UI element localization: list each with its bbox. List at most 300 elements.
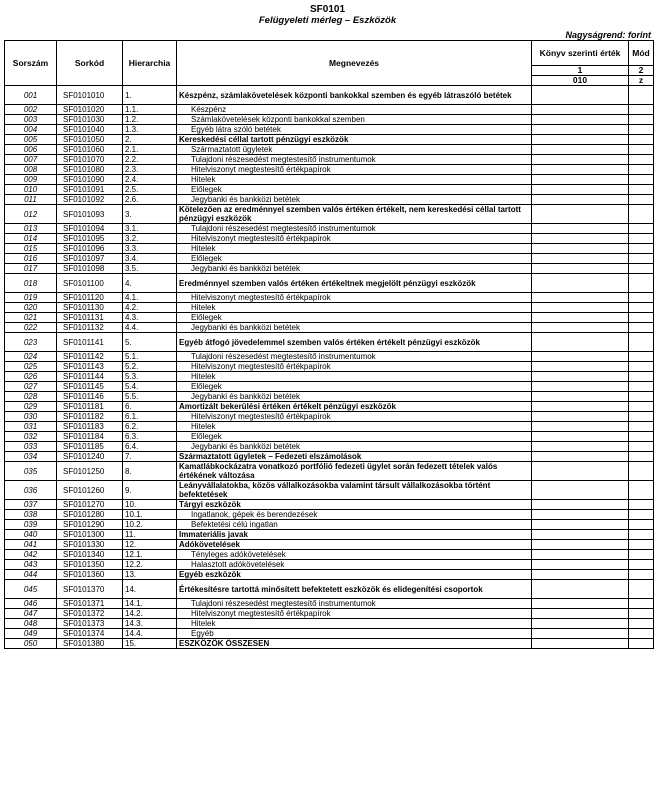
row-mode-cell[interactable]: [629, 392, 654, 402]
row-mode-cell[interactable]: [629, 481, 654, 500]
table-row: [5, 372, 654, 382]
row-megnevezes: Hitelviszonyt megtestesítő értékpapírok: [177, 165, 532, 175]
row-sorkod: SF0101010: [57, 86, 123, 105]
row-mode-cell[interactable]: [629, 105, 654, 115]
row-mode-cell[interactable]: [629, 510, 654, 520]
row-sorkod: SF0101143: [57, 362, 123, 372]
table-row: [5, 274, 654, 293]
row-value-cell[interactable]: [532, 195, 629, 205]
table-row: [5, 105, 654, 115]
col-header-hierarchia: Hierarchia: [123, 41, 177, 86]
row-megnevezes: Hitelek: [177, 619, 532, 629]
row-sorszam: 008: [5, 165, 57, 175]
row-sorkod: SF0101182: [57, 412, 123, 422]
col-code-mod: z: [629, 76, 654, 86]
row-sorszam: 003: [5, 115, 57, 125]
row-value-cell[interactable]: [532, 372, 629, 382]
row-value-cell[interactable]: [532, 125, 629, 135]
row-hierarchia: 3.3.: [123, 244, 177, 254]
row-hierarchia: 6.3.: [123, 432, 177, 442]
row-mode-cell[interactable]: [629, 402, 654, 412]
table-row: [5, 264, 654, 274]
row-mode-cell[interactable]: [629, 452, 654, 462]
row-sorkod: SF0101020: [57, 105, 123, 115]
row-sorszam: 046: [5, 599, 57, 609]
table-row: [5, 560, 654, 570]
row-value-cell[interactable]: [532, 185, 629, 195]
row-mode-cell[interactable]: [629, 520, 654, 530]
row-mode-cell[interactable]: [629, 224, 654, 234]
table-row: [5, 313, 654, 323]
row-value-cell[interactable]: [532, 402, 629, 412]
table-row: [5, 234, 654, 244]
row-value-cell[interactable]: [532, 639, 629, 649]
row-sorszam: 019: [5, 293, 57, 303]
row-hierarchia: 2.2.: [123, 155, 177, 165]
table-row: [5, 462, 654, 481]
row-mode-cell[interactable]: [629, 412, 654, 422]
row-value-cell[interactable]: [532, 629, 629, 639]
row-hierarchia: 4.1.: [123, 293, 177, 303]
row-mode-cell[interactable]: [629, 629, 654, 639]
row-sorszam: 026: [5, 372, 57, 382]
row-value-cell[interactable]: [532, 264, 629, 274]
row-sorszam: 009: [5, 175, 57, 185]
table-row: [5, 86, 654, 105]
row-sorszam: 029: [5, 402, 57, 412]
row-sorkod: SF0101131: [57, 313, 123, 323]
row-hierarchia: 14.4.: [123, 629, 177, 639]
row-mode-cell[interactable]: [629, 135, 654, 145]
row-value-cell[interactable]: [532, 510, 629, 520]
row-megnevezes: Jegybanki és bankközi betétek: [177, 392, 532, 402]
col-header-sorkod: Sorkód: [57, 41, 123, 86]
row-sorszam: 042: [5, 550, 57, 560]
row-value-cell[interactable]: [532, 244, 629, 254]
row-sorszam: 020: [5, 303, 57, 313]
row-megnevezes: Kereskedési céllal tartott pénzügyi eszközök: [177, 135, 532, 145]
row-mode-cell[interactable]: [629, 639, 654, 649]
row-hierarchia: 3.2.: [123, 234, 177, 244]
table-row: [5, 442, 654, 452]
row-sorkod: SF0101183: [57, 422, 123, 432]
row-sorszam: 030: [5, 412, 57, 422]
col-code-konyv: 010: [532, 76, 629, 86]
row-mode-cell[interactable]: [629, 303, 654, 313]
row-sorkod: SF0101093: [57, 205, 123, 224]
row-sorkod: SF0101370: [57, 580, 123, 599]
row-hierarchia: 6.2.: [123, 422, 177, 432]
table-row: [5, 540, 654, 550]
row-hierarchia: 6.: [123, 402, 177, 412]
row-sorszam: 018: [5, 274, 57, 293]
row-mode-cell[interactable]: [629, 165, 654, 175]
row-mode-cell[interactable]: [629, 175, 654, 185]
row-sorszam: 035: [5, 462, 57, 481]
row-megnevezes: Egyéb: [177, 629, 532, 639]
row-value-cell[interactable]: [532, 609, 629, 619]
row-sorkod: SF0101144: [57, 372, 123, 382]
row-mode-cell[interactable]: [629, 264, 654, 274]
row-megnevezes: Halasztott adókövetelések: [177, 560, 532, 570]
row-value-cell[interactable]: [532, 570, 629, 580]
row-sorkod: SF0101092: [57, 195, 123, 205]
row-sorszam: 023: [5, 333, 57, 352]
row-hierarchia: 5.5.: [123, 392, 177, 402]
row-megnevezes: Tulajdoni részesedést megtestesítő instrumentumok: [177, 599, 532, 609]
row-megnevezes: Egyéb eszközök: [177, 570, 532, 580]
row-value-cell[interactable]: [532, 175, 629, 185]
row-value-cell[interactable]: [532, 313, 629, 323]
row-hierarchia: 12.2.: [123, 560, 177, 570]
row-hierarchia: 2.6.: [123, 195, 177, 205]
row-hierarchia: 7.: [123, 452, 177, 462]
row-value-cell[interactable]: [532, 432, 629, 442]
row-megnevezes: Előlegek: [177, 254, 532, 264]
row-sorkod: SF0101146: [57, 392, 123, 402]
row-sorkod: SF0101095: [57, 234, 123, 244]
row-mode-cell[interactable]: [629, 313, 654, 323]
table-row: [5, 224, 654, 234]
row-megnevezes: Előlegek: [177, 432, 532, 442]
row-sorszam: 017: [5, 264, 57, 274]
table-row: [5, 352, 654, 362]
row-mode-cell[interactable]: [629, 115, 654, 125]
row-mode-cell[interactable]: [629, 382, 654, 392]
row-mode-cell[interactable]: [629, 155, 654, 165]
row-sorszam: 050: [5, 639, 57, 649]
row-mode-cell[interactable]: [629, 86, 654, 105]
row-value-cell[interactable]: [532, 520, 629, 530]
row-value-cell[interactable]: [532, 86, 629, 105]
col-header-sorszam: Sorszám: [5, 41, 57, 86]
row-mode-cell[interactable]: [629, 333, 654, 352]
row-megnevezes: Kötelezően az eredménnyel szemben valós értéken értékelt, nem kereskedési céllal tartott pénzügyi eszközök: [177, 205, 532, 224]
row-hierarchia: 14.3.: [123, 619, 177, 629]
row-value-cell[interactable]: [532, 382, 629, 392]
row-mode-cell[interactable]: [629, 195, 654, 205]
table-row: [5, 402, 654, 412]
row-sorkod: SF0101070: [57, 155, 123, 165]
col-header-mod: Mód: [629, 41, 654, 66]
row-value-cell[interactable]: [532, 599, 629, 609]
row-mode-cell[interactable]: [629, 550, 654, 560]
row-megnevezes: Származtatott ügyletek: [177, 145, 532, 155]
row-hierarchia: 5.1.: [123, 352, 177, 362]
row-value-cell[interactable]: [532, 560, 629, 570]
row-megnevezes: Számlakövetelések központi bankokkal szemben: [177, 115, 532, 125]
row-sorkod: SF0101360: [57, 570, 123, 580]
table-row: [5, 244, 654, 254]
row-megnevezes: Hitelviszonyt megtestesítő értékpapírok: [177, 234, 532, 244]
row-sorszam: 049: [5, 629, 57, 639]
row-megnevezes: Leányvállalatokba, közös vállalkozásokba valamint társult vállalkozásokba történt befektetések: [177, 481, 532, 500]
row-hierarchia: 3.: [123, 205, 177, 224]
row-hierarchia: 9.: [123, 481, 177, 500]
row-megnevezes: Jegybanki és bankközi betétek: [177, 442, 532, 452]
row-mode-cell[interactable]: [629, 462, 654, 481]
col-header-megnevezes: Megnevezés: [177, 41, 532, 86]
row-hierarchia: 10.2.: [123, 520, 177, 530]
row-mode-cell[interactable]: [629, 560, 654, 570]
table-row: [5, 580, 654, 599]
table-row: [5, 510, 654, 520]
row-megnevezes: Egyéb átfogó jövedelemmel szemben valós értéken értékelt pénzügyi eszközök: [177, 333, 532, 352]
row-value-cell[interactable]: [532, 481, 629, 500]
row-mode-cell[interactable]: [629, 362, 654, 372]
row-sorkod: SF0101373: [57, 619, 123, 629]
row-sorszam: 033: [5, 442, 57, 452]
table-row: [5, 570, 654, 580]
row-mode-cell[interactable]: [629, 599, 654, 609]
row-hierarchia: 12.: [123, 540, 177, 550]
row-megnevezes: Hitelviszonyt megtestesítő értékpapírok: [177, 293, 532, 303]
col-header-konyv: Könyv szerinti érték: [532, 41, 629, 66]
row-mode-cell[interactable]: [629, 422, 654, 432]
row-sorkod: SF0101130: [57, 303, 123, 313]
row-value-cell[interactable]: [532, 452, 629, 462]
row-sorkod: SF0101185: [57, 442, 123, 452]
row-mode-cell[interactable]: [629, 442, 654, 452]
row-sorszam: 024: [5, 352, 57, 362]
row-hierarchia: 1.3.: [123, 125, 177, 135]
row-sorszam: 032: [5, 432, 57, 442]
row-value-cell[interactable]: [532, 303, 629, 313]
row-value-cell[interactable]: [532, 362, 629, 372]
row-mode-cell[interactable]: [629, 619, 654, 629]
row-mode-cell[interactable]: [629, 372, 654, 382]
row-mode-cell[interactable]: [629, 570, 654, 580]
row-value-cell[interactable]: [532, 352, 629, 362]
row-hierarchia: 5.3.: [123, 372, 177, 382]
row-megnevezes: Hitelviszonyt megtestesítő értékpapírok: [177, 362, 532, 372]
row-sorszam: 012: [5, 205, 57, 224]
row-value-cell[interactable]: [532, 550, 629, 560]
row-hierarchia: 3.1.: [123, 224, 177, 234]
table-row: [5, 115, 654, 125]
unit-label: Nagyságrend: forint: [565, 30, 651, 40]
row-value-cell[interactable]: [532, 442, 629, 452]
row-hierarchia: 3.4.: [123, 254, 177, 264]
row-sorkod: SF0101090: [57, 175, 123, 185]
row-value-cell[interactable]: [532, 392, 629, 402]
row-sorszam: 041: [5, 540, 57, 550]
balance-sheet-table: [4, 40, 654, 649]
row-sorkod: SF0101374: [57, 629, 123, 639]
row-sorkod: SF0101098: [57, 264, 123, 274]
row-sorkod: SF0101340: [57, 550, 123, 560]
col-number-konyv: 1: [532, 66, 629, 76]
row-hierarchia: 14.: [123, 580, 177, 599]
row-megnevezes: Ingatlanok, gépek és berendezések: [177, 510, 532, 520]
row-sorkod: SF0101091: [57, 185, 123, 195]
row-megnevezes: Befektetési célú ingatlan: [177, 520, 532, 530]
row-mode-cell[interactable]: [629, 125, 654, 135]
row-mode-cell[interactable]: [629, 244, 654, 254]
table-row: [5, 609, 654, 619]
row-value-cell[interactable]: [532, 205, 629, 224]
row-value-cell[interactable]: [532, 412, 629, 422]
row-mode-cell[interactable]: [629, 352, 654, 362]
row-megnevezes: Amortizált bekerülési értéken értékelt pénzügyi eszközök: [177, 402, 532, 412]
row-sorszam: 015: [5, 244, 57, 254]
table-row: [5, 392, 654, 402]
row-megnevezes: Tényleges adókövetelések: [177, 550, 532, 560]
row-sorszam: 045: [5, 580, 57, 599]
row-megnevezes: Kamatlábkockázatra vonatkozó portfólió fedezeti ügylet során fedezett tételek valós értékének változása: [177, 462, 532, 481]
row-hierarchia: 2.4.: [123, 175, 177, 185]
row-sorszam: 014: [5, 234, 57, 244]
table-row: [5, 135, 654, 145]
row-sorkod: SF0101040: [57, 125, 123, 135]
row-mode-cell[interactable]: [629, 323, 654, 333]
row-sorkod: SF0101080: [57, 165, 123, 175]
row-value-cell[interactable]: [532, 234, 629, 244]
row-hierarchia: 4.4.: [123, 323, 177, 333]
row-sorkod: SF0101330: [57, 540, 123, 550]
table-row: [5, 195, 654, 205]
row-hierarchia: 1.: [123, 86, 177, 105]
row-mode-cell[interactable]: [629, 609, 654, 619]
row-sorkod: SF0101060: [57, 145, 123, 155]
form-subtitle: Felügyeleti mérleg – Eszközök: [258, 15, 397, 26]
row-value-cell[interactable]: [532, 165, 629, 175]
row-megnevezes: Tulajdoni részesedést megtestesítő instrumentumok: [177, 155, 532, 165]
table-row: [5, 254, 654, 264]
row-sorszam: 037: [5, 500, 57, 510]
table-row: [5, 432, 654, 442]
row-sorkod: SF0101181: [57, 402, 123, 412]
row-value-cell[interactable]: [532, 422, 629, 432]
row-sorkod: SF0101094: [57, 224, 123, 234]
row-value-cell[interactable]: [532, 619, 629, 629]
row-sorkod: SF0101184: [57, 432, 123, 442]
row-value-cell[interactable]: [532, 580, 629, 599]
row-value-cell[interactable]: [532, 254, 629, 264]
table-row: [5, 175, 654, 185]
row-mode-cell[interactable]: [629, 254, 654, 264]
row-mode-cell[interactable]: [629, 432, 654, 442]
row-value-cell[interactable]: [532, 462, 629, 481]
row-mode-cell[interactable]: [629, 185, 654, 195]
row-sorkod: SF0101097: [57, 254, 123, 264]
table-row: [5, 412, 654, 422]
row-megnevezes: Immateriális javak: [177, 530, 532, 540]
table-row: [5, 619, 654, 629]
row-sorszam: 027: [5, 382, 57, 392]
row-sorszam: 044: [5, 570, 57, 580]
row-sorszam: 013: [5, 224, 57, 234]
row-mode-cell[interactable]: [629, 274, 654, 293]
table-row: [5, 125, 654, 135]
row-value-cell[interactable]: [532, 540, 629, 550]
row-hierarchia: 13.: [123, 570, 177, 580]
row-value-cell[interactable]: [532, 105, 629, 115]
row-hierarchia: 15.: [123, 639, 177, 649]
row-megnevezes: Értékesítésre tartottá minősített befektetett eszközök és elidegenítési csoportok: [177, 580, 532, 599]
row-sorkod: SF0101240: [57, 452, 123, 462]
table-row: [5, 500, 654, 510]
row-value-cell[interactable]: [532, 224, 629, 234]
row-megnevezes: Hitelek: [177, 303, 532, 313]
row-mode-cell[interactable]: [629, 145, 654, 155]
row-mode-cell[interactable]: [629, 530, 654, 540]
row-megnevezes: Jegybanki és bankközi betétek: [177, 195, 532, 205]
row-value-cell[interactable]: [532, 333, 629, 352]
row-sorkod: SF0101030: [57, 115, 123, 125]
row-hierarchia: 1.2.: [123, 115, 177, 125]
row-mode-cell[interactable]: [629, 293, 654, 303]
table-row: [5, 629, 654, 639]
row-hierarchia: 10.1.: [123, 510, 177, 520]
row-sorszam: 036: [5, 481, 57, 500]
row-value-cell[interactable]: [532, 135, 629, 145]
row-megnevezes: Tárgyi eszközök: [177, 500, 532, 510]
row-megnevezes: Hitelviszonyt megtestesítő értékpapírok: [177, 609, 532, 619]
row-sorszam: 011: [5, 195, 57, 205]
table-row: [5, 599, 654, 609]
row-megnevezes: Adókövetelések: [177, 540, 532, 550]
row-value-cell[interactable]: [532, 274, 629, 293]
row-hierarchia: 2.1.: [123, 145, 177, 155]
row-megnevezes: Tulajdoni részesedést megtestesítő instrumentumok: [177, 224, 532, 234]
table-row: [5, 323, 654, 333]
row-megnevezes: Előlegek: [177, 313, 532, 323]
row-sorkod: SF0101290: [57, 520, 123, 530]
row-megnevezes: Készpénz, számlakövetelések központi bankokkal szemben és egyéb látraszóló betétek: [177, 86, 532, 105]
row-mode-cell[interactable]: [629, 205, 654, 224]
row-sorszam: 038: [5, 510, 57, 520]
row-sorszam: 010: [5, 185, 57, 195]
row-megnevezes: Tulajdoni részesedést megtestesítő instrumentumok: [177, 352, 532, 362]
row-mode-cell[interactable]: [629, 580, 654, 599]
table-row: [5, 155, 654, 165]
row-sorszam: 025: [5, 362, 57, 372]
row-hierarchia: 5.2.: [123, 362, 177, 372]
row-hierarchia: 4.: [123, 274, 177, 293]
table-row: [5, 422, 654, 432]
table-row: [5, 382, 654, 392]
row-sorkod: SF0101145: [57, 382, 123, 392]
row-sorszam: 034: [5, 452, 57, 462]
table-row: [5, 145, 654, 155]
row-sorszam: 001: [5, 86, 57, 105]
row-value-cell[interactable]: [532, 500, 629, 510]
row-hierarchia: 3.5.: [123, 264, 177, 274]
row-hierarchia: 2.5.: [123, 185, 177, 195]
row-sorszam: 047: [5, 609, 57, 619]
row-value-cell[interactable]: [532, 145, 629, 155]
row-value-cell[interactable]: [532, 323, 629, 333]
row-megnevezes: Származtatott ügyletek – Fedezeti elszámolások: [177, 452, 532, 462]
row-value-cell[interactable]: [532, 115, 629, 125]
row-sorszam: 031: [5, 422, 57, 432]
table-body: [5, 86, 654, 649]
table-row: [5, 333, 654, 352]
row-mode-cell[interactable]: [629, 234, 654, 244]
row-hierarchia: 10.: [123, 500, 177, 510]
row-hierarchia: 11.: [123, 530, 177, 540]
row-sorkod: SF0101141: [57, 333, 123, 352]
row-mode-cell[interactable]: [629, 500, 654, 510]
row-mode-cell[interactable]: [629, 540, 654, 550]
row-value-cell[interactable]: [532, 530, 629, 540]
row-value-cell[interactable]: [532, 293, 629, 303]
row-sorszam: 002: [5, 105, 57, 115]
row-sorkod: SF0101280: [57, 510, 123, 520]
row-hierarchia: 2.3.: [123, 165, 177, 175]
row-value-cell[interactable]: [532, 155, 629, 165]
